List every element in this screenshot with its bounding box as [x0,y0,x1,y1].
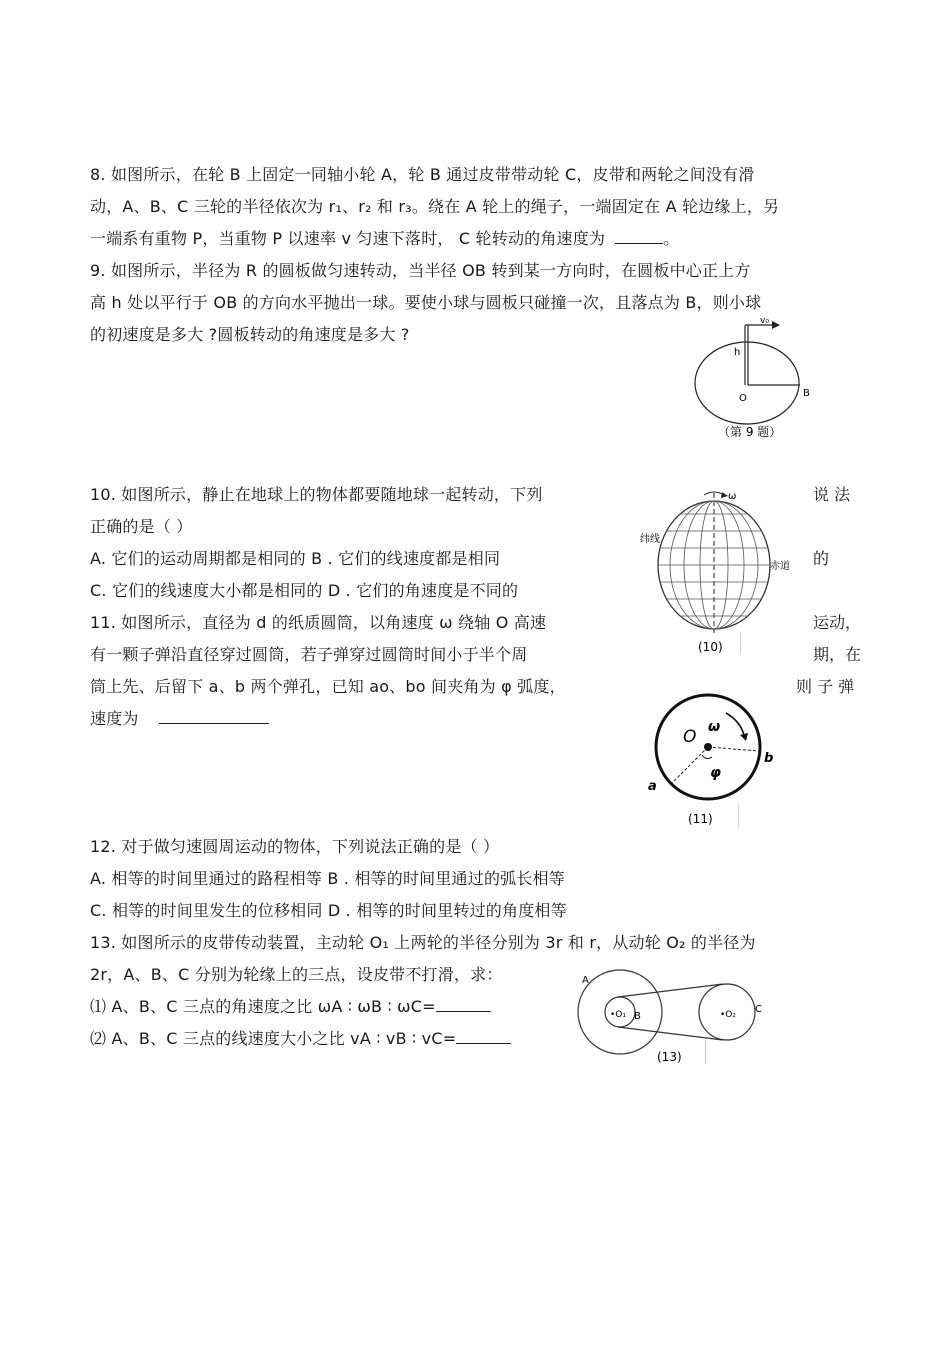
q11-answer-blank[interactable] [159,709,269,724]
q8-answer-blank[interactable] [615,229,663,244]
q13-part-2-blank[interactable] [456,1029,511,1044]
q9-figure [690,315,820,445]
q11-line-1: 11. 如图所示，直径为 d 的纸质圆筒，以角速度 ω 绕轴 O 高速 [90,613,547,632]
q13-fig-caption: (13) [657,1050,682,1064]
q13-line-2: 2r，A、B、C 分别为轮缘上的三点，设皮带不打滑，求： [90,965,503,984]
q8-line-2: 动，A、B、C 三轮的半径依次为 r₁、r₂ 和 r₃。绕在 A 轮上的绳子，一端固定在 A 轮边缘上，另 [90,197,780,216]
q11-fig-a: a [648,779,657,794]
q11-fig-o: O [683,727,697,747]
q11-fig-caption: (11) [688,812,713,826]
q10-option-b-end: 的 [813,549,830,568]
q8-line-3 [90,229,679,249]
q10-line-1: 10. 如图所示，静止在地球上的物体都要随地球一起转动，下列 [90,485,543,504]
q12-option-cd: C. 相等的时间里发生的位移相同 D . 相等的时间里转过的角度相等 [90,901,567,920]
q12-option-ab: A. 相等的时间里通过的路程相等 B . 相等的时间里通过的弧长相等 [90,869,565,888]
q11-line-2: 有一颗子弹沿直径穿过圆筒，若子弹穿过圆筒时间小于半个周 [90,645,528,664]
q8-line-1: 8. 如图所示，在轮 B 上固定一同轴小轮 A，轮 B 通过皮带带动轮 C，皮带和两轮之间没有滑 [90,165,755,184]
q9-fig-v0: v₀ [760,316,769,326]
q10-option-ab: A. 它们的运动周期都是相同的 B . 它们的线速度都是相同 [90,549,501,568]
scan-mark [740,632,741,654]
q11-fig-phi: φ [710,765,721,781]
q13-fig-c: C [755,1004,762,1015]
q13-fig-a: A [582,975,589,986]
q13-fig-b: B [634,1011,641,1022]
q13-part-1-text: ⑴ A、B、C 三点的角速度之比 ωA ∶ ωB ∶ ωC= [90,997,436,1016]
q11-line-3: 筒上先、后留下 a、b 两个弹孔，已知 ao、bo 间夹角为 φ 弧度， [90,677,566,696]
q11-fig-b: b [764,751,774,766]
q10-fig-omega: ω [728,491,737,502]
q13-fig-o2: •O₂ [720,1010,737,1020]
q13-part-1 [90,997,491,1017]
q13-line-1: 13. 如图所示的皮带传动装置，主动轮 O₁ 上两轮的半径分别为 3r 和 r，从动轮 O₂ 的半径为 [90,933,756,952]
q13-part-2 [90,1029,511,1049]
q11-line-4-text: 速度为 [90,709,139,728]
q11-line-1-right: 运动， [813,613,862,632]
q11-cylinder-figure [640,685,790,830]
q9-fig-h: h [734,347,741,358]
q13-belt-figure [570,965,780,1070]
q10-fig-weft: 纬线 [640,534,660,545]
q11-fig-omega: ω [708,719,721,735]
q11-line-3-right: 则 子 弹 [796,677,855,696]
q9-fig-b: B [803,388,810,399]
q11-line-4 [90,709,269,729]
q10-fig-caption: (10) [698,640,723,654]
q8-line-3-text: 一端系有重物 P，当重物 P 以速率 v 匀速下落时， C 轮转动的角速度为 [90,229,606,248]
q12-line-1: 12. 对于做匀速圆周运动的物体，下列说法正确的是（ ） [90,837,500,856]
q13-fig-o1: •O₁ [610,1010,627,1020]
q10-option-cd: C. 它们的线速度大小都是相同的 D . 它们的角速度是不同的 [90,581,519,600]
q11-line-2-right: 期，在 [813,645,862,664]
q13-part-1-blank[interactable] [436,997,491,1012]
q9-fig-o: O [739,393,747,404]
scan-mark [738,804,739,828]
q10-line-2: 正确的是（ ） [90,517,193,536]
q9-fig-caption: （第 9 题） [718,425,782,439]
q13-part-2-text: ⑵ A、B、C 三点的线速度大小之比 vA ∶ vB ∶ vC= [90,1029,457,1048]
q9-line-1: 9. 如图所示，半径为 R 的圆板做匀速转动，当半径 OB 转到某一方向时，在圆板中心正上方 [90,261,751,280]
q9-line-2: 高 h 处以平行于 OB 的方向水平抛出一球。要使小球与圆板只碰撞一次，且落点为 B，则小球 [90,293,762,312]
q10-fig-equator: 赤道 [770,561,790,572]
q8-line-3-end: 。 [663,229,680,248]
scan-mark [705,1040,706,1064]
q10-line-1-right: 说 法 [813,485,851,504]
q9-line-3: 的初速度是多大 ?圆板转动的角速度是多大 ? [90,325,410,344]
q10-earth-figure [618,485,808,660]
